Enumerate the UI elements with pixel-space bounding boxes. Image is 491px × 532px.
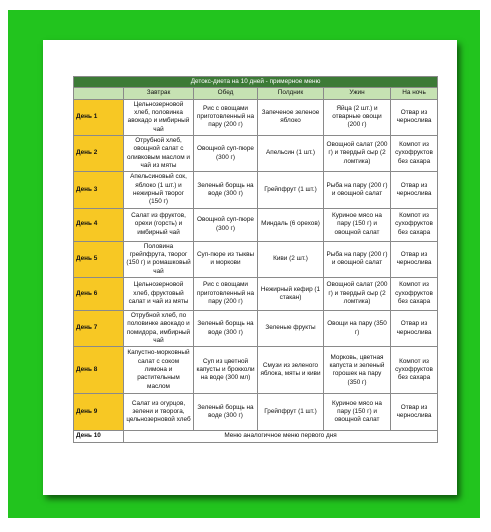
breakfast-cell: Апельсиновый сок, яблоко (1 шт.) и нежирный творог (150 г) — [124, 172, 194, 208]
lunch-cell: Овощной суп-пюре (300 г) — [194, 135, 258, 171]
table-row — [74, 394, 438, 431]
snack-cell: Запеченое зеленое яблоко — [258, 99, 324, 135]
dinner-cell: Рыба на пару (200 г) и овощной салат — [324, 172, 391, 208]
snack-cell: Миндаль (6 орехов) — [258, 208, 324, 241]
night-cell: Компот из сухофруктов без сахара — [391, 208, 438, 241]
header-night: На ночь — [391, 88, 438, 99]
day-label: День 5 — [74, 241, 124, 277]
breakfast-cell: Отрубной хлеб, по половинке авокадо и помидора, имбирный чай — [124, 310, 194, 346]
night-cell: Компот из сухофруктов без сахара — [391, 277, 438, 310]
menu-sheet — [43, 40, 457, 495]
header-lunch: Обед — [194, 88, 258, 99]
table-row — [74, 347, 438, 394]
breakfast-cell: Цельнозерновой хлеб, половинка авокадо и имбирный чай — [124, 99, 194, 135]
night-cell: Отвар из чернослива — [391, 172, 438, 208]
lunch-cell: Суп из цветной капусты и брокколи на воде (300 мл) — [194, 347, 258, 394]
night-cell: Отвар из чернослива — [391, 310, 438, 346]
snack-cell: Зеленые фрукты — [258, 310, 324, 346]
snack-cell: Грейпфрут (1 шт.) — [258, 172, 324, 208]
day-label: День 9 — [74, 394, 124, 431]
snack-cell: Грейпфрут (1 шт.) — [258, 394, 324, 431]
lunch-cell: Зеленый борщь на воде (300 г) — [194, 172, 258, 208]
table-title: Детокс-диета на 10 дней - примерное меню — [74, 77, 438, 88]
lunch-cell: Рис с овощами приготовленный на пару (200 г) — [194, 99, 258, 135]
dinner-cell: Овощи на пару (350 г) — [324, 310, 391, 346]
dinner-cell: Овощной салат (200 г) и твердый сыр (2 ломтика) — [324, 277, 391, 310]
breakfast-cell: Капустно-морковный салат с соком лимона и растительным маслом — [124, 347, 194, 394]
night-cell: Компот из сухофруктов без сахара — [391, 347, 438, 394]
lunch-cell: Зеленый борщь на воде (300 г) — [194, 394, 258, 431]
night-cell: Отвар из чернослива — [391, 394, 438, 431]
table-row — [74, 135, 438, 171]
header-day — [74, 88, 124, 99]
snack-cell: Киви (2 шт.) — [258, 241, 324, 277]
day-label: День 10 — [74, 431, 124, 442]
breakfast-cell: Салат из огурцов, зелени и творога, цельнозерновой хлеб — [124, 394, 194, 431]
green-frame — [8, 10, 480, 518]
table-row — [74, 208, 438, 241]
table-row — [74, 277, 438, 310]
lunch-cell: Овощной суп-пюре (300 г) — [194, 208, 258, 241]
table-row — [74, 99, 438, 135]
table-row — [74, 241, 438, 277]
header-dinner: Ужин — [324, 88, 391, 99]
dinner-cell: Куриное мясо на пару (150 г) и овощной салат — [324, 208, 391, 241]
day-label: День 8 — [74, 347, 124, 394]
snack-cell: Смузи из зеленого яблока, мяты и киви — [258, 347, 324, 394]
breakfast-cell: Половина грейпфрута, творог (150 г) и ромашковый чай — [124, 241, 194, 277]
day-label: День 3 — [74, 172, 124, 208]
breakfast-cell: Салат из фруктов, орехи (горсть) и имбирный чай — [124, 208, 194, 241]
breakfast-cell: Отрубной хлеб, овощной салат с оливковым маслом и чай из мяты — [124, 135, 194, 171]
night-cell: Отвар из чернослива — [391, 99, 438, 135]
dinner-cell: Рыба на пару (200 г) и овощной салат — [324, 241, 391, 277]
dinner-cell: Овощной салат (200 г) и твердый сыр (2 ломтика) — [324, 135, 391, 171]
day-label: День 2 — [74, 135, 124, 171]
dinner-cell: Куриное мясо на пару (150 г) и овощной салат — [324, 394, 391, 431]
header-breakfast: Завтрак — [124, 88, 194, 99]
snack-cell: Нежирный кефир (1 стакан) — [258, 277, 324, 310]
day-label: День 1 — [74, 99, 124, 135]
snack-cell: Апельсин (1 шт.) — [258, 135, 324, 171]
night-cell: Отвар из чернослива — [391, 241, 438, 277]
lunch-cell: Рис с овощами приготовленный на пару (200 г) — [194, 277, 258, 310]
lunch-cell: Суп-пюре из тыквы и моркови — [194, 241, 258, 277]
breakfast-cell: Цельнозерновой хлеб, фруктовый салат и чай из мяты — [124, 277, 194, 310]
header-snack: Полдник — [258, 88, 324, 99]
day-label: День 6 — [74, 277, 124, 310]
day-label: День 4 — [74, 208, 124, 241]
last-day-note: Меню аналогичное меню первого дня — [124, 431, 438, 442]
day-label: День 7 — [74, 310, 124, 346]
night-cell: Компот из сухофруктов без сахара — [391, 135, 438, 171]
dinner-cell: Морковь, цветная капуста и зеленый горошек на пару (350 г) — [324, 347, 391, 394]
dinner-cell: Яйца (2 шт.) и отварные овощи (200 г) — [324, 99, 391, 135]
table-row — [74, 431, 438, 442]
menu-table — [73, 76, 438, 443]
table-row — [74, 310, 438, 346]
table-row — [74, 172, 438, 208]
lunch-cell: Зеленый борщь на воде (300 г) — [194, 310, 258, 346]
